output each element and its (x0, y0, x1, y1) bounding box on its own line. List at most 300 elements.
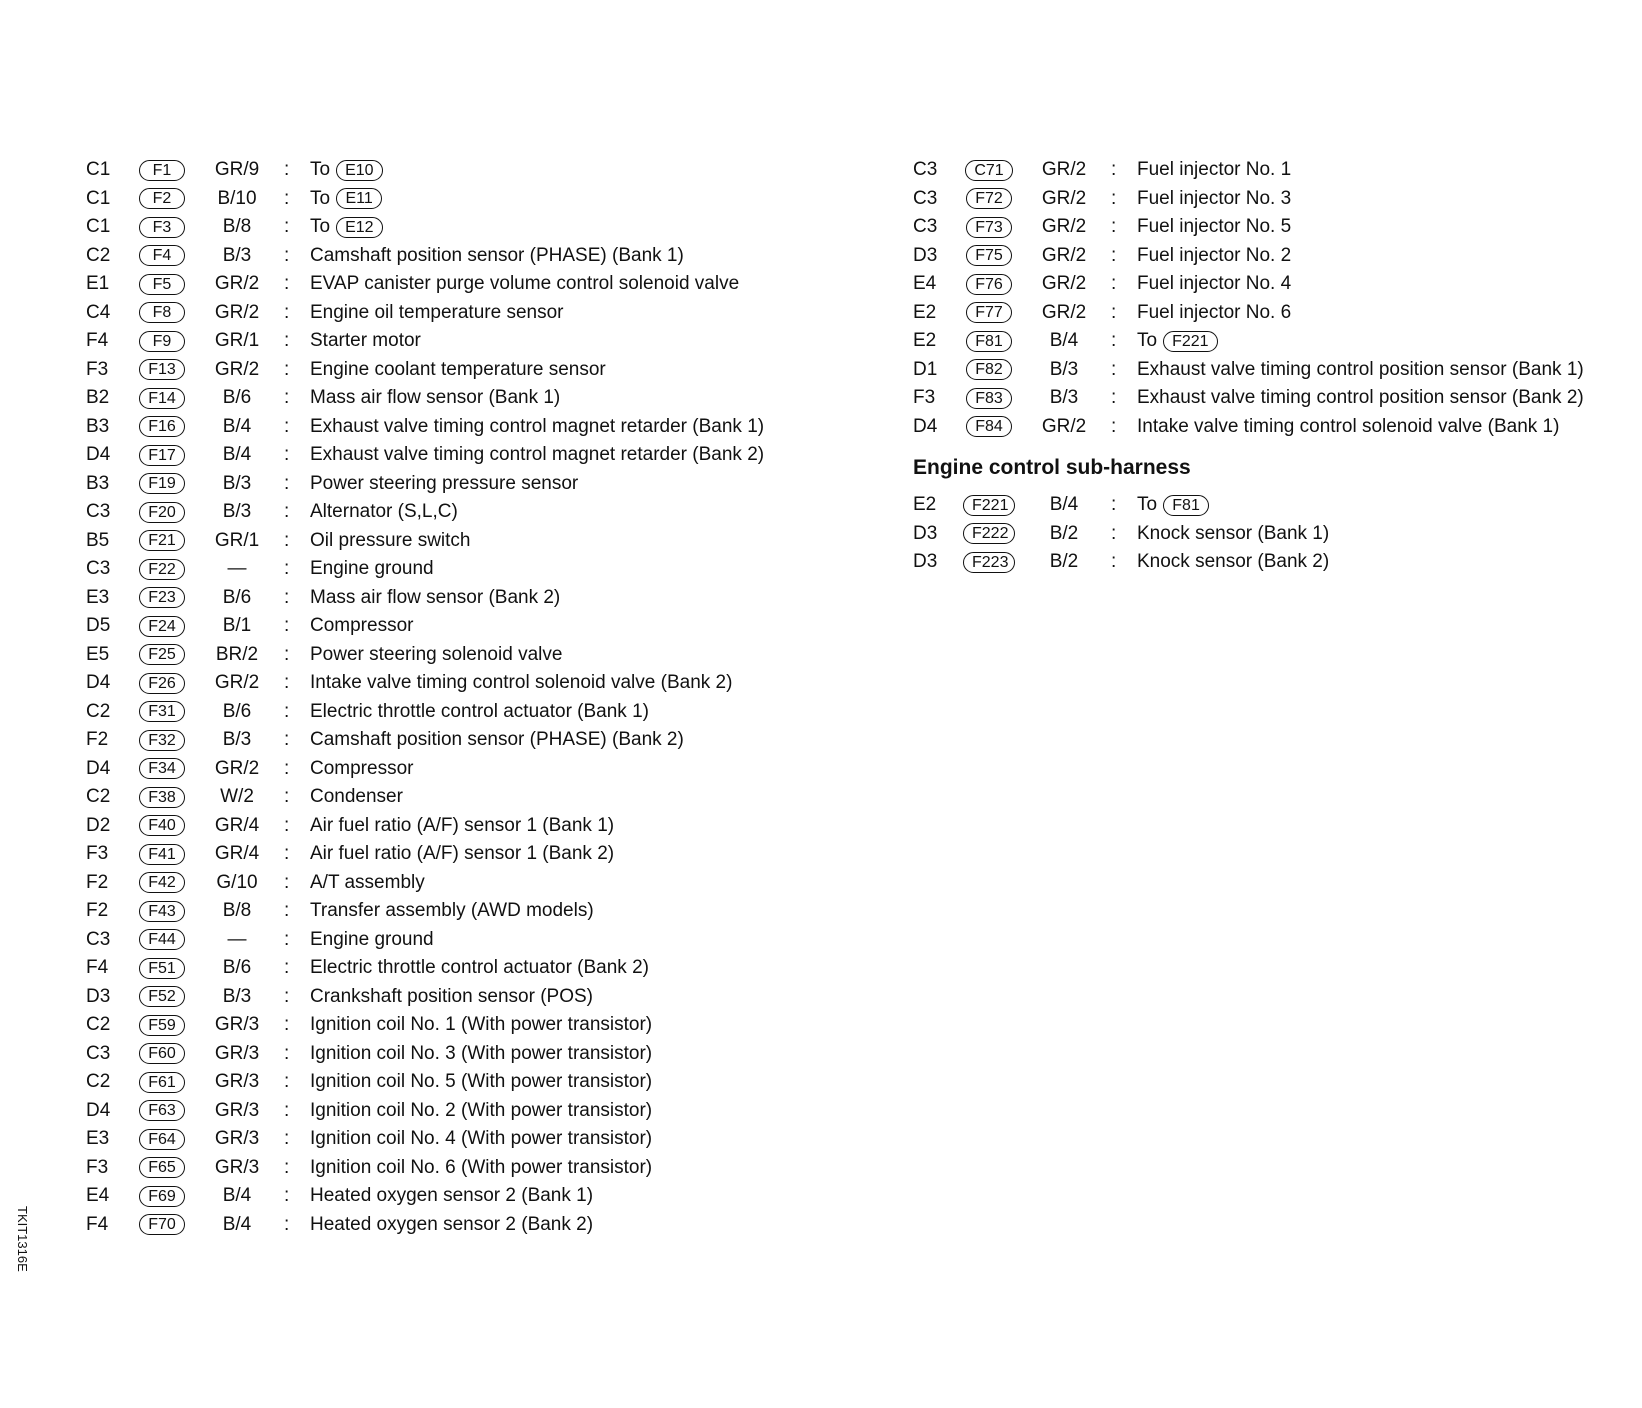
connector-description: Crankshaft position sensor (POS) (310, 985, 594, 1007)
connector-number: F72 (966, 188, 1012, 209)
connector-spec: GR/4 (214, 814, 260, 836)
connector-row (86, 926, 764, 955)
connector-number: F64 (139, 1129, 185, 1150)
grid-location: D1 (913, 358, 938, 380)
connector-row (86, 242, 764, 271)
connector-description: Alternator (S,L,C) (310, 501, 458, 523)
connector-number: F19 (139, 473, 185, 494)
connector-row (86, 384, 764, 413)
grid-location: C2 (86, 700, 111, 722)
connector-description: Ignition coil No. 6 (With power transistor) (310, 1156, 653, 1178)
separator-colon: : (284, 672, 290, 694)
connector-spec: — (227, 558, 247, 580)
connector-description: Engine ground (310, 928, 434, 950)
connector-spec: GR/2 (1041, 415, 1087, 437)
grid-location: D3 (913, 551, 938, 573)
connector-spec: B/3 (222, 472, 252, 494)
connector-reference: F81 (1163, 495, 1209, 516)
connector-list-main-right (913, 156, 1584, 441)
connector-description: Compressor (310, 615, 414, 637)
grid-location: C3 (86, 501, 111, 523)
connector-description: Camshaft position sensor (PHASE) (Bank 2) (310, 729, 684, 751)
connector-reference: F221 (1163, 331, 1217, 352)
connector-description: Exhaust valve timing control position sensor (Bank 1) (1137, 358, 1584, 380)
separator-colon: : (284, 729, 290, 751)
connector-reference: E12 (336, 217, 382, 238)
separator-colon: : (284, 1014, 290, 1036)
grid-location: F2 (86, 871, 109, 893)
connector-description: Intake valve timing control solenoid valve (Bank 1) (1137, 415, 1560, 437)
separator-colon: : (1111, 415, 1117, 437)
connector-row (86, 356, 764, 385)
connector-number: F70 (139, 1214, 185, 1235)
connector-number: F1 (139, 160, 185, 181)
connector-row (913, 213, 1584, 242)
grid-location: D4 (913, 415, 938, 437)
separator-colon: : (1111, 330, 1117, 352)
separator-colon: : (284, 586, 290, 608)
connector-description: To (1137, 494, 1158, 516)
connector-number: F22 (139, 559, 185, 580)
connector-description: Engine oil temperature sensor (310, 301, 564, 323)
grid-location: E2 (913, 330, 937, 352)
connector-spec: GR/2 (1041, 159, 1087, 181)
connector-number: F3 (139, 217, 185, 238)
grid-location: D4 (86, 757, 111, 779)
connector-reference: E11 (336, 188, 382, 209)
grid-location: C1 (86, 159, 111, 181)
connector-spec: B/2 (1049, 522, 1079, 544)
connector-description: EVAP canister purge volume control solenoid valve (310, 273, 740, 295)
connector-row (86, 641, 764, 670)
connector-description: Engine ground (310, 558, 434, 580)
grid-location: D4 (86, 444, 111, 466)
connector-number: F223 (963, 552, 1015, 573)
connector-description: Compressor (310, 757, 414, 779)
connector-row (86, 413, 764, 442)
connector-spec: B/4 (222, 1213, 252, 1235)
separator-colon: : (284, 843, 290, 865)
separator-colon: : (284, 957, 290, 979)
connector-row (86, 441, 764, 470)
connector-spec: B/4 (1049, 330, 1079, 352)
connector-row (86, 1011, 764, 1040)
connector-spec: B/3 (1049, 387, 1079, 409)
connector-spec: GR/3 (214, 1071, 260, 1093)
connector-spec: B/3 (222, 501, 252, 523)
connector-spec: — (227, 928, 247, 950)
connector-row (86, 555, 764, 584)
connector-row (913, 270, 1584, 299)
connector-spec: B/1 (222, 615, 252, 637)
connector-spec: GR/3 (214, 1042, 260, 1064)
connector-spec: GR/4 (214, 843, 260, 865)
connector-number: F40 (139, 815, 185, 836)
separator-colon: : (284, 1185, 290, 1207)
connector-description: Ignition coil No. 4 (With power transistor) (310, 1128, 653, 1150)
separator-colon: : (1111, 159, 1117, 181)
connector-number: F59 (139, 1015, 185, 1036)
connector-number: F38 (139, 787, 185, 808)
separator-colon: : (284, 786, 290, 808)
connector-description: Knock sensor (Bank 2) (1137, 551, 1330, 573)
grid-location: C1 (86, 216, 111, 238)
connector-row (913, 548, 1584, 577)
connector-row (913, 413, 1584, 442)
connector-row (86, 584, 764, 613)
connector-row (86, 669, 764, 698)
separator-colon: : (284, 643, 290, 665)
connector-description: Ignition coil No. 5 (With power transistor) (310, 1071, 653, 1093)
grid-location: D3 (913, 244, 938, 266)
connector-description: Heated oxygen sensor 2 (Bank 1) (310, 1185, 594, 1207)
grid-location: C3 (86, 1042, 111, 1064)
connector-number: F4 (139, 245, 185, 266)
connector-description: Mass air flow sensor (Bank 1) (310, 387, 561, 409)
connector-description: Fuel injector No. 1 (1137, 159, 1292, 181)
connector-description: Engine coolant temperature sensor (310, 358, 606, 380)
grid-location: E5 (86, 643, 110, 665)
connector-row (913, 242, 1584, 271)
connector-description: To (310, 159, 331, 181)
separator-colon: : (1111, 494, 1117, 516)
grid-location: C2 (86, 786, 111, 808)
separator-colon: : (284, 928, 290, 950)
connector-number: F8 (139, 302, 185, 323)
connector-spec: GR/1 (214, 330, 260, 352)
connector-row (86, 726, 764, 755)
sub-harness-title: Engine control sub-harness (913, 456, 1191, 479)
separator-colon: : (284, 871, 290, 893)
connector-number: F83 (966, 388, 1012, 409)
connector-row (913, 327, 1584, 356)
separator-colon: : (284, 387, 290, 409)
grid-location: D4 (86, 672, 111, 694)
separator-colon: : (284, 1071, 290, 1093)
connector-spec: GR/3 (214, 1156, 260, 1178)
separator-colon: : (284, 900, 290, 922)
connector-description: Oil pressure switch (310, 529, 471, 551)
connector-row (86, 897, 764, 926)
connector-row (86, 1211, 764, 1240)
connector-spec: GR/2 (1041, 216, 1087, 238)
connector-spec: B/3 (222, 729, 252, 751)
grid-location: F3 (86, 843, 109, 865)
connector-number: F43 (139, 901, 185, 922)
connector-spec: GR/9 (214, 159, 260, 181)
connector-description: Fuel injector No. 4 (1137, 273, 1292, 295)
connector-spec: B/10 (217, 187, 257, 209)
connector-spec: GR/3 (214, 1014, 260, 1036)
connector-row (86, 213, 764, 242)
connector-description: Electric throttle control actuator (Bank 2) (310, 957, 649, 979)
grid-location: D3 (86, 985, 111, 1007)
connector-number: F73 (966, 217, 1012, 238)
grid-location: E1 (86, 273, 110, 295)
connector-number: F14 (139, 388, 185, 409)
separator-colon: : (284, 814, 290, 836)
connector-description: To (1137, 330, 1158, 352)
connector-description: Air fuel ratio (A/F) sensor 1 (Bank 2) (310, 843, 615, 865)
separator-colon: : (284, 358, 290, 380)
separator-colon: : (1111, 358, 1117, 380)
separator-colon: : (284, 415, 290, 437)
separator-colon: : (284, 472, 290, 494)
connector-spec: GR/3 (214, 1099, 260, 1121)
connector-spec: B/4 (222, 415, 252, 437)
connector-row (86, 1040, 764, 1069)
connector-spec: B/6 (222, 387, 252, 409)
connector-description: Fuel injector No. 5 (1137, 216, 1292, 238)
connector-spec: B/3 (222, 244, 252, 266)
connector-number: F23 (139, 587, 185, 608)
grid-location: D3 (913, 522, 938, 544)
separator-colon: : (284, 501, 290, 523)
connector-number: F82 (966, 359, 1012, 380)
connector-row (86, 156, 764, 185)
grid-location: C1 (86, 187, 111, 209)
connector-description: Fuel injector No. 2 (1137, 244, 1292, 266)
grid-location: F3 (86, 358, 109, 380)
connector-spec: B/2 (1049, 551, 1079, 573)
grid-location: F4 (86, 957, 109, 979)
connector-row (913, 185, 1584, 214)
connector-number: F2 (139, 188, 185, 209)
connector-row (86, 299, 764, 328)
connector-spec: GR/2 (214, 672, 260, 694)
separator-colon: : (284, 985, 290, 1007)
connector-description: Power steering solenoid valve (310, 643, 563, 665)
connector-number: C71 (965, 160, 1012, 181)
separator-colon: : (1111, 273, 1117, 295)
connector-spec: B/8 (222, 900, 252, 922)
connector-number: F52 (139, 986, 185, 1007)
grid-location: C3 (86, 558, 111, 580)
connector-description: Fuel injector No. 3 (1137, 187, 1292, 209)
connector-number: F222 (963, 523, 1015, 544)
connector-row (913, 384, 1584, 413)
connector-spec: GR/2 (1041, 244, 1087, 266)
grid-location: F4 (86, 330, 109, 352)
connector-row (86, 755, 764, 784)
connector-number: F32 (139, 730, 185, 751)
grid-location: C3 (86, 928, 111, 950)
connector-number: F25 (139, 644, 185, 665)
grid-location: F3 (86, 1156, 109, 1178)
connector-row (86, 812, 764, 841)
connector-row (86, 327, 764, 356)
separator-colon: : (1111, 244, 1117, 266)
connector-description: A/T assembly (310, 871, 425, 893)
connector-spec: GR/2 (214, 273, 260, 295)
connector-row (86, 840, 764, 869)
connector-reference: E10 (336, 160, 382, 181)
connector-description: Fuel injector No. 6 (1137, 301, 1292, 323)
grid-location: E3 (86, 586, 110, 608)
connector-row (86, 1125, 764, 1154)
connector-number: F77 (966, 302, 1012, 323)
separator-colon: : (284, 1099, 290, 1121)
connector-spec: GR/2 (214, 757, 260, 779)
separator-colon: : (284, 1128, 290, 1150)
connector-row (913, 156, 1584, 185)
connector-row (86, 1097, 764, 1126)
connector-description: Camshaft position sensor (PHASE) (Bank 1) (310, 244, 684, 266)
grid-location: E2 (913, 494, 937, 516)
separator-colon: : (284, 273, 290, 295)
separator-colon: : (1111, 522, 1117, 544)
connector-spec: B/4 (222, 1185, 252, 1207)
grid-location: D2 (86, 814, 111, 836)
grid-location: E4 (86, 1185, 110, 1207)
connector-number: F61 (139, 1072, 185, 1093)
connector-number: F69 (139, 1186, 185, 1207)
grid-location: B2 (86, 387, 110, 409)
connector-description: Transfer assembly (AWD models) (310, 900, 594, 922)
grid-location: F4 (86, 1213, 109, 1235)
connector-number: F51 (139, 958, 185, 979)
connector-number: F21 (139, 530, 185, 551)
separator-colon: : (1111, 216, 1117, 238)
separator-colon: : (284, 757, 290, 779)
connector-spec: GR/1 (214, 529, 260, 551)
separator-colon: : (284, 159, 290, 181)
connector-spec: GR/2 (214, 301, 260, 323)
connector-row (86, 783, 764, 812)
connector-description: Ignition coil No. 1 (With power transistor) (310, 1014, 653, 1036)
connector-number: F17 (139, 445, 185, 466)
connector-number: F24 (139, 616, 185, 637)
grid-location: C2 (86, 244, 111, 266)
connector-description: Condenser (310, 786, 403, 808)
grid-location: E4 (913, 273, 937, 295)
connector-number: F16 (139, 416, 185, 437)
separator-colon: : (284, 558, 290, 580)
connector-spec: B/3 (1049, 358, 1079, 380)
separator-colon: : (1111, 301, 1117, 323)
connector-description: To (310, 216, 331, 238)
separator-colon: : (284, 1213, 290, 1235)
connector-spec: W/2 (220, 786, 254, 808)
connector-number: F42 (139, 872, 185, 893)
connector-row (86, 954, 764, 983)
grid-location: D4 (86, 1099, 111, 1121)
connector-row (86, 698, 764, 727)
connector-row (86, 270, 764, 299)
connector-spec: GR/2 (1041, 187, 1087, 209)
connector-row (86, 983, 764, 1012)
connector-spec: GR/2 (214, 358, 260, 380)
connector-spec: G/10 (216, 871, 258, 893)
connector-number: F41 (139, 844, 185, 865)
connector-spec: B/6 (222, 700, 252, 722)
document-code: TKIT1316E (15, 1206, 30, 1272)
separator-colon: : (284, 1156, 290, 1178)
grid-location: C4 (86, 301, 111, 323)
connector-row (913, 299, 1584, 328)
connector-list-right (913, 156, 1584, 577)
connector-spec: BR/2 (215, 643, 259, 665)
grid-location: C2 (86, 1014, 111, 1036)
grid-location: E2 (913, 301, 937, 323)
connector-spec: GR/2 (1041, 273, 1087, 295)
connector-row (913, 491, 1584, 520)
separator-colon: : (1111, 187, 1117, 209)
grid-location: B5 (86, 529, 110, 551)
separator-colon: : (284, 700, 290, 722)
connector-number: F26 (139, 673, 185, 694)
connector-list-left (86, 156, 764, 1239)
connector-spec: B/4 (222, 444, 252, 466)
connector-description: Heated oxygen sensor 2 (Bank 2) (310, 1213, 594, 1235)
grid-location: F3 (913, 387, 936, 409)
connector-description: Mass air flow sensor (Bank 2) (310, 586, 561, 608)
grid-location: C3 (913, 187, 938, 209)
connector-spec: B/6 (222, 957, 252, 979)
connector-number: F63 (139, 1100, 185, 1121)
connector-row (86, 1068, 764, 1097)
separator-colon: : (284, 330, 290, 352)
connector-number: F76 (966, 274, 1012, 295)
connector-number: F13 (139, 359, 185, 380)
connector-spec: B/6 (222, 586, 252, 608)
connector-description: Intake valve timing control solenoid valve (Bank 2) (310, 672, 733, 694)
separator-colon: : (284, 444, 290, 466)
connector-number: F34 (139, 758, 185, 779)
separator-colon: : (284, 301, 290, 323)
grid-location: D5 (86, 615, 111, 637)
connector-description: To (310, 187, 331, 209)
grid-location: C3 (913, 159, 938, 181)
connector-spec: B/8 (222, 216, 252, 238)
connector-row (86, 1154, 764, 1183)
connector-row (86, 470, 764, 499)
connector-row (86, 185, 764, 214)
connector-description: Starter motor (310, 330, 421, 352)
grid-location: F2 (86, 729, 109, 751)
separator-colon: : (284, 216, 290, 238)
connector-number: F9 (139, 331, 185, 352)
connector-description: Air fuel ratio (A/F) sensor 1 (Bank 1) (310, 814, 615, 836)
connector-row (86, 869, 764, 898)
connector-description: Ignition coil No. 2 (With power transistor) (310, 1099, 653, 1121)
grid-location: E3 (86, 1128, 110, 1150)
connector-spec: B/4 (1049, 494, 1079, 516)
connector-spec: B/3 (222, 985, 252, 1007)
connector-number: F65 (139, 1157, 185, 1178)
grid-location: F2 (86, 900, 109, 922)
separator-colon: : (1111, 551, 1117, 573)
connector-number: F84 (966, 416, 1012, 437)
sub-harness-list (913, 491, 1584, 577)
connector-number: F81 (966, 331, 1012, 352)
separator-colon: : (284, 187, 290, 209)
connector-description: Exhaust valve timing control magnet retarder (Bank 2) (310, 444, 765, 466)
connector-number: F5 (139, 274, 185, 295)
separator-colon: : (284, 529, 290, 551)
connector-number: F44 (139, 929, 185, 950)
connector-description: Ignition coil No. 3 (With power transistor) (310, 1042, 653, 1064)
connector-description: Exhaust valve timing control position sensor (Bank 2) (1137, 387, 1584, 409)
connector-row (86, 527, 764, 556)
connector-row (86, 498, 764, 527)
connector-row (86, 1182, 764, 1211)
grid-location: C2 (86, 1071, 111, 1093)
connector-description: Power steering pressure sensor (310, 472, 579, 494)
separator-colon: : (284, 1042, 290, 1064)
connector-description: Electric throttle control actuator (Bank 1) (310, 700, 649, 722)
connector-number: F221 (963, 495, 1015, 516)
